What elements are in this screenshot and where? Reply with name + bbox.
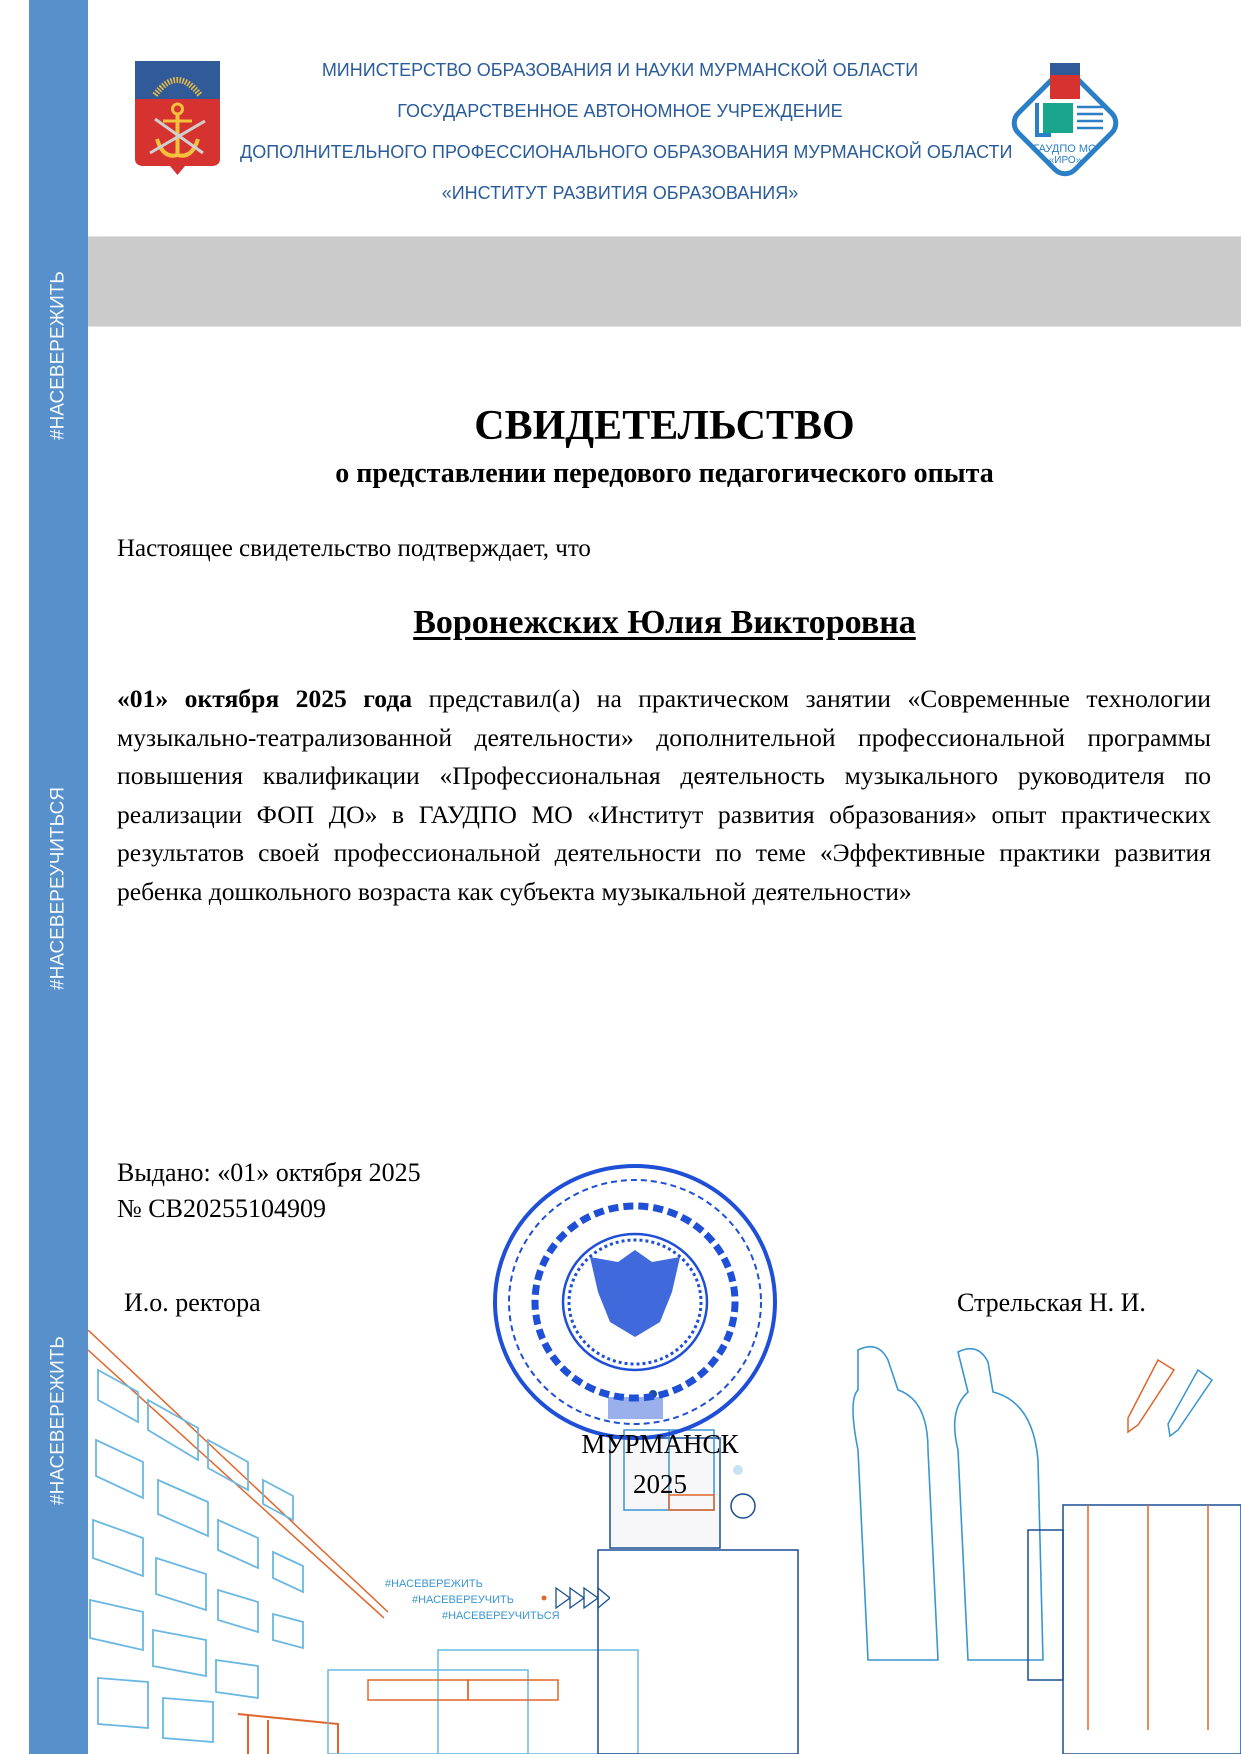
side-hashtag: #НАСЕВЕРЕЖИТЬ	[47, 271, 69, 440]
confirmation-text: Настоящее свидетельство подтверждает, что	[117, 535, 591, 562]
issue-date: Выдано: «01» октября 2025	[117, 1158, 421, 1187]
presentation-date: «01» октября 2025 года	[117, 684, 413, 713]
logo-text: ГАУДПО МО	[1033, 143, 1097, 155]
recipient-name-row	[88, 604, 1241, 642]
iro-logo-icon	[1003, 55, 1127, 180]
year: 2025	[633, 1469, 687, 1499]
signatory-role: И.о. ректора	[124, 1288, 261, 1317]
hashtag: #НАСЕВЕРЕУЧИТЬСЯ	[442, 1610, 560, 1622]
hashtag: #НАСЕВЕРЕЖИТЬ	[385, 1578, 483, 1590]
city: МУРМАНСК	[581, 1429, 739, 1459]
arrows-icon	[540, 1586, 610, 1610]
side-hashtag: #НАСЕВЕРЕЖИТЬ	[47, 1336, 69, 1505]
header-line: МИНИСТЕРСТВО ОБРАЗОВАНИЯ И НАУКИ МУРМАНСКОЙ ОБЛАСТИ	[321, 60, 919, 80]
certificate-number: № СВ20255104909	[117, 1194, 326, 1223]
side-hashtag: #НАСЕВЕРЕУЧИТЬСЯ	[47, 786, 69, 990]
certificate-subtitle: о представлении передового педагогического опыта	[335, 458, 994, 489]
certificate-body	[117, 680, 1211, 911]
coat-of-arms-icon	[133, 59, 222, 177]
signatory-name: Стрельская Н. И.	[957, 1288, 1146, 1317]
logo-text: «ИРО»	[1048, 155, 1082, 166]
header-line: ДОПОЛНИТЕЛЬНОГО ПРОФЕССИОНАЛЬНОГО ОБРАЗОВАНИЯ МУРМАНСКОЙ ОБЛАСТИ	[240, 142, 1013, 162]
body-text: представил(а) на практическом занятии «Современные технологии музыкально-театрализованной деятельности» дополнительной профессиональной программы повышения квалификации «Профессиональная деятельность музыкального руководителя по реализации ФОП ДО» в ГАУДПО МО «Институт развития образования» опыт практических результатов своей профессиональной деятельности по теме «Эффективные практики развития ребенка дошкольного возраста как субъекта музыкальной деятельности»	[117, 684, 1211, 906]
issue-info	[117, 1155, 421, 1227]
hashtag: #НАСЕВЕРЕУЧИТЬ	[412, 1594, 514, 1606]
header-line: «ИНСТИТУТ РАЗВИТИЯ ОБРАЗОВАНИЯ»	[441, 183, 799, 203]
recipient-name: Воронежских Юлия Викторовна	[413, 604, 916, 641]
header-line: ГОСУДАРСТВЕННОЕ АВТОНОМНОЕ УЧРЕЖДЕНИЕ	[397, 101, 843, 121]
certificate-title: СВИДЕТЕЛЬСТВО	[474, 403, 855, 449]
header-band	[88, 236, 1241, 327]
official-stamp-icon	[490, 1162, 780, 1442]
organization-header	[240, 50, 1013, 214]
city-year	[540, 1424, 780, 1504]
